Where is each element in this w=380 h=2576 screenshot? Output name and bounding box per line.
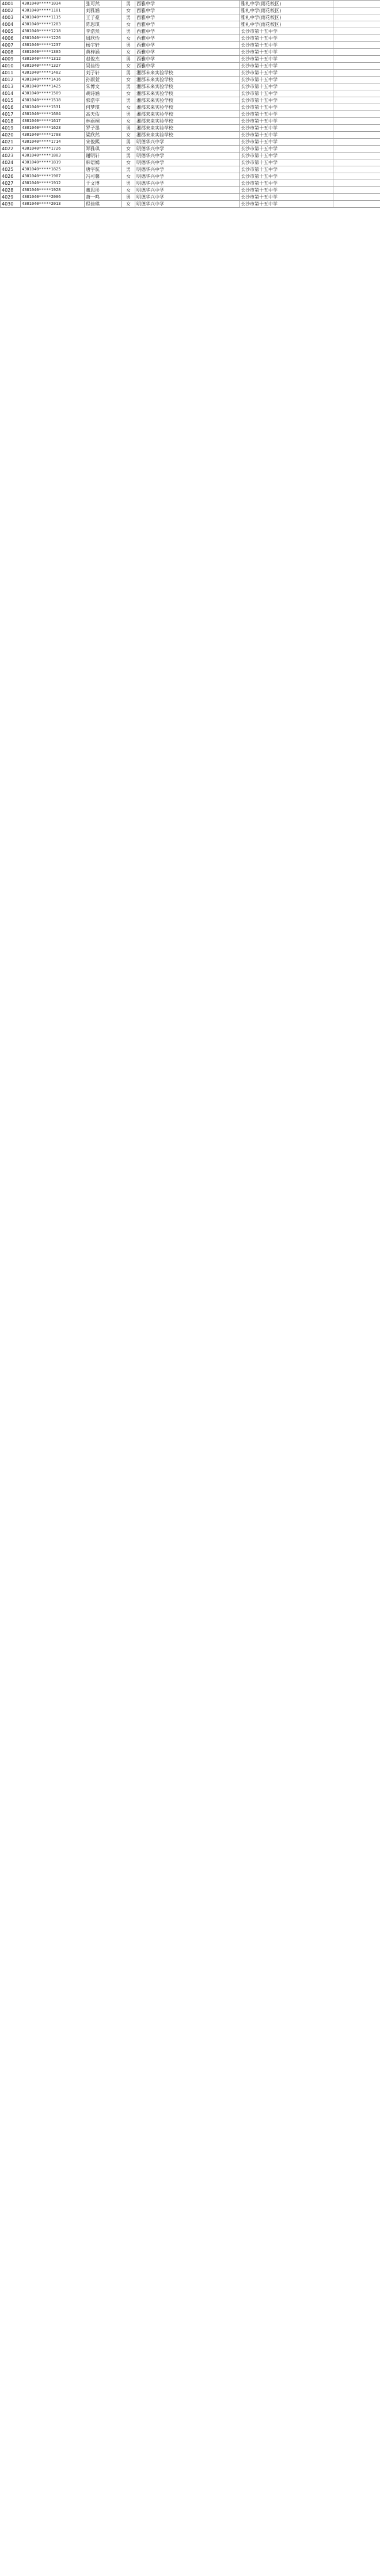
table-row [1, 97, 380, 104]
remark [333, 28, 380, 35]
student-sex: 男 [122, 153, 135, 159]
student-sex: 女 [122, 104, 135, 111]
exam-id: 4301040*****1305 [21, 49, 85, 56]
row-number: 4020 [1, 132, 21, 139]
exam-id: 4301040*****1226 [21, 35, 85, 42]
exam-id: 4301040*****1312 [21, 56, 85, 63]
remark [333, 7, 380, 14]
admitted-school: 长沙市第十五中学 [240, 173, 333, 180]
row-number: 4023 [1, 153, 21, 159]
exam-id: 4301040*****1819 [21, 159, 85, 166]
student-name: 赵俊杰 [85, 56, 122, 63]
student-name: 黄梓涵 [85, 49, 122, 56]
row-number: 4026 [1, 173, 21, 180]
exam-id: 4301040*****1928 [21, 187, 85, 194]
student-sex: 女 [122, 132, 135, 139]
exam-id: 4301040*****1425 [21, 83, 85, 90]
admitted-school: 长沙市第十五中学 [240, 132, 333, 139]
table-row [1, 125, 380, 132]
admitted-school: 雅礼中学(雨花校区) [240, 14, 333, 21]
student-name: 唐宇航 [85, 166, 122, 173]
student-name: 郭浩宇 [85, 97, 122, 104]
table-row [1, 83, 380, 90]
admitted-school: 长沙市第十五中学 [240, 56, 333, 63]
student-name: 刘雅涵 [85, 7, 122, 14]
row-number: 4002 [1, 7, 21, 14]
student-name: 程佳琪 [85, 201, 122, 208]
exam-id: 4301040*****1912 [21, 180, 85, 187]
remark [333, 187, 380, 194]
student-name: 董思彤 [85, 187, 122, 194]
table-row [1, 77, 380, 83]
exam-id: 4301040*****1218 [21, 28, 85, 35]
student-name: 杨宇轩 [85, 42, 122, 49]
graduation-school: 湘郡未来实验学校 [135, 118, 240, 125]
student-name: 萧一鸣 [85, 194, 122, 201]
graduation-school: 明德华兴中学 [135, 194, 240, 201]
table-row [1, 194, 380, 201]
student-name: 韩语嫣 [85, 159, 122, 166]
row-number: 4008 [1, 49, 21, 56]
graduation-school: 湘郡未来实验学校 [135, 104, 240, 111]
admitted-school: 长沙市第十五中学 [240, 104, 333, 111]
table-row [1, 159, 380, 166]
student-sex: 女 [122, 49, 135, 56]
admission-list-table [0, 0, 380, 208]
remark [333, 90, 380, 97]
table-row [1, 21, 380, 28]
student-sex: 男 [122, 70, 135, 77]
exam-id: 4301040*****1509 [21, 90, 85, 97]
row-number: 4005 [1, 28, 21, 35]
graduation-school: 湘郡未来实验学校 [135, 83, 240, 90]
exam-id: 4301040*****1402 [21, 70, 85, 77]
exam-id: 4301040*****1518 [21, 97, 85, 104]
student-name: 郑雅琪 [85, 146, 122, 153]
remark [333, 118, 380, 125]
graduation-school: 湘郡未来实验学校 [135, 90, 240, 97]
graduation-school: 明德华兴中学 [135, 146, 240, 153]
admitted-school: 长沙市第十五中学 [240, 111, 333, 118]
exam-id: 4301040*****1237 [21, 42, 85, 49]
exam-id: 4301040*****1803 [21, 153, 85, 159]
student-sex: 男 [122, 42, 135, 49]
graduation-school: 西雅中学 [135, 56, 240, 63]
student-name: 朱博文 [85, 83, 122, 90]
admitted-school: 长沙市第十五中学 [240, 28, 333, 35]
row-number: 4013 [1, 83, 21, 90]
student-sex: 男 [122, 28, 135, 35]
exam-id: 4301040*****1203 [21, 21, 85, 28]
student-sex: 女 [122, 173, 135, 180]
student-sex: 女 [122, 90, 135, 97]
admitted-school: 雅礼中学(雨花校区) [240, 21, 333, 28]
admitted-school: 长沙市第十五中学 [240, 166, 333, 173]
admission-list-body [1, 1, 380, 208]
graduation-school: 西雅中学 [135, 14, 240, 21]
admitted-school: 长沙市第十五中学 [240, 187, 333, 194]
graduation-school: 明德华兴中学 [135, 173, 240, 180]
admitted-school: 长沙市第十五中学 [240, 118, 333, 125]
student-sex: 男 [122, 180, 135, 187]
graduation-school: 西雅中学 [135, 42, 240, 49]
table-row [1, 42, 380, 49]
row-number: 4025 [1, 166, 21, 173]
remark [333, 49, 380, 56]
graduation-school: 西雅中学 [135, 35, 240, 42]
row-number: 4014 [1, 90, 21, 97]
exam-id: 4301040*****1327 [21, 63, 85, 70]
admitted-school: 雅礼中学(雨花校区) [240, 7, 333, 14]
exam-id: 4301040*****1101 [21, 7, 85, 14]
table-row [1, 56, 380, 63]
graduation-school: 湘郡未来实验学校 [135, 111, 240, 118]
graduation-school: 明德华兴中学 [135, 187, 240, 194]
graduation-school: 湘郡未来实验学校 [135, 97, 240, 104]
student-name: 李浩然 [85, 28, 122, 35]
remark [333, 56, 380, 63]
table-row [1, 63, 380, 70]
remark [333, 153, 380, 159]
exam-id: 4301040*****2013 [21, 201, 85, 208]
student-sex: 男 [122, 14, 135, 21]
exam-id: 4301040*****1708 [21, 132, 85, 139]
table-row [1, 118, 380, 125]
table-row [1, 111, 380, 118]
student-sex: 男 [122, 1, 135, 7]
exam-id: 4301040*****1907 [21, 173, 85, 180]
student-name: 王子豪 [85, 14, 122, 21]
row-number: 4003 [1, 14, 21, 21]
student-name: 林雨桐 [85, 118, 122, 125]
graduation-school: 湘郡未来实验学校 [135, 77, 240, 83]
admitted-school: 长沙市第十五中学 [240, 180, 333, 187]
admitted-school: 长沙市第十五中学 [240, 159, 333, 166]
student-sex: 女 [122, 159, 135, 166]
student-sex: 女 [122, 187, 135, 194]
graduation-school: 明德华兴中学 [135, 201, 240, 208]
remark [333, 166, 380, 173]
exam-id: 4301040*****1604 [21, 111, 85, 118]
student-sex: 女 [122, 63, 135, 70]
row-number: 4017 [1, 111, 21, 118]
remark [333, 70, 380, 77]
student-sex: 男 [122, 166, 135, 173]
admitted-school: 长沙市第十五中学 [240, 63, 333, 70]
table-row [1, 187, 380, 194]
student-name: 冯可馨 [85, 173, 122, 180]
exam-id: 4301040*****1416 [21, 77, 85, 83]
remark [333, 77, 380, 83]
row-number: 4027 [1, 180, 21, 187]
remark [333, 139, 380, 146]
student-sex: 女 [122, 21, 135, 28]
row-number: 4010 [1, 63, 21, 70]
student-name: 周欣怡 [85, 35, 122, 42]
student-name: 谢明轩 [85, 153, 122, 159]
student-sex: 男 [122, 97, 135, 104]
remark [333, 63, 380, 70]
student-sex: 男 [122, 194, 135, 201]
remark [333, 180, 380, 187]
row-number: 4028 [1, 187, 21, 194]
graduation-school: 西雅中学 [135, 1, 240, 7]
student-sex: 男 [122, 139, 135, 146]
remark [333, 14, 380, 21]
admitted-school: 长沙市第十五中学 [240, 125, 333, 132]
admitted-school: 长沙市第十五中学 [240, 83, 333, 90]
exam-id: 4301040*****1034 [21, 1, 85, 7]
admitted-school: 长沙市第十五中学 [240, 90, 333, 97]
remark [333, 21, 380, 28]
graduation-school: 明德华兴中学 [135, 166, 240, 173]
remark [333, 125, 380, 132]
row-number: 4021 [1, 139, 21, 146]
row-number: 4004 [1, 21, 21, 28]
student-sex: 女 [122, 146, 135, 153]
table-row [1, 7, 380, 14]
exam-id: 4301040*****1531 [21, 104, 85, 111]
student-name: 高天佑 [85, 111, 122, 118]
row-number: 4029 [1, 194, 21, 201]
table-row [1, 104, 380, 111]
remark [333, 201, 380, 208]
student-name: 宋俊熙 [85, 139, 122, 146]
student-name: 吴佳怡 [85, 63, 122, 70]
table-row [1, 90, 380, 97]
exam-id: 4301040*****1623 [21, 125, 85, 132]
admitted-school: 长沙市第十五中学 [240, 35, 333, 42]
row-number: 4030 [1, 201, 21, 208]
row-number: 4001 [1, 1, 21, 7]
graduation-school: 明德华兴中学 [135, 153, 240, 159]
remark [333, 97, 380, 104]
exam-id: 4301040*****1726 [21, 146, 85, 153]
exam-id: 4301040*****1825 [21, 166, 85, 173]
row-number: 4022 [1, 146, 21, 153]
row-number: 4009 [1, 56, 21, 63]
student-name: 陈思琪 [85, 21, 122, 28]
admitted-school: 雅礼中学(雨花校区) [240, 1, 333, 7]
table-row [1, 180, 380, 187]
remark [333, 104, 380, 111]
graduation-school: 明德华兴中学 [135, 159, 240, 166]
row-number: 4018 [1, 118, 21, 125]
table-row [1, 28, 380, 35]
row-number: 4012 [1, 77, 21, 83]
remark [333, 35, 380, 42]
remark [333, 1, 380, 7]
student-name: 罗子墨 [85, 125, 122, 132]
admitted-school: 长沙市第十五中学 [240, 97, 333, 104]
graduation-school: 西雅中学 [135, 63, 240, 70]
admitted-school: 长沙市第十五中学 [240, 49, 333, 56]
student-sex: 女 [122, 118, 135, 125]
graduation-school: 西雅中学 [135, 28, 240, 35]
row-number: 4011 [1, 70, 21, 77]
student-sex: 女 [122, 7, 135, 14]
row-number: 4007 [1, 42, 21, 49]
remark [333, 146, 380, 153]
admitted-school: 长沙市第十五中学 [240, 42, 333, 49]
row-number: 4015 [1, 97, 21, 104]
table-row [1, 35, 380, 42]
table-row [1, 14, 380, 21]
student-name: 于文博 [85, 180, 122, 187]
student-sex: 女 [122, 77, 135, 83]
table-row [1, 166, 380, 173]
exam-id: 4301040*****2006 [21, 194, 85, 201]
admitted-school: 长沙市第十五中学 [240, 201, 333, 208]
graduation-school: 西雅中学 [135, 49, 240, 56]
remark [333, 42, 380, 49]
table-row [1, 139, 380, 146]
student-name: 张可然 [85, 1, 122, 7]
exam-id: 4301040*****1714 [21, 139, 85, 146]
admitted-school: 长沙市第十五中学 [240, 194, 333, 201]
table-row [1, 1, 380, 7]
row-number: 4006 [1, 35, 21, 42]
student-sex: 女 [122, 35, 135, 42]
student-name: 胡诗涵 [85, 90, 122, 97]
remark [333, 132, 380, 139]
row-number: 4019 [1, 125, 21, 132]
admitted-school: 长沙市第十五中学 [240, 70, 333, 77]
table-row [1, 173, 380, 180]
table-row [1, 70, 380, 77]
table-row [1, 153, 380, 159]
table-row [1, 201, 380, 208]
student-sex: 男 [122, 125, 135, 132]
exam-id: 4301040*****1617 [21, 118, 85, 125]
graduation-school: 西雅中学 [135, 7, 240, 14]
row-number: 4016 [1, 104, 21, 111]
admitted-school: 长沙市第十五中学 [240, 77, 333, 83]
student-name: 孙雨萱 [85, 77, 122, 83]
remark [333, 111, 380, 118]
graduation-school: 湘郡未来实验学校 [135, 132, 240, 139]
student-sex: 男 [122, 83, 135, 90]
row-number: 4024 [1, 159, 21, 166]
graduation-school: 湘郡未来实验学校 [135, 125, 240, 132]
student-sex: 男 [122, 111, 135, 118]
graduation-school: 明德华兴中学 [135, 139, 240, 146]
admitted-school: 长沙市第十五中学 [240, 139, 333, 146]
remark [333, 173, 380, 180]
remark [333, 159, 380, 166]
student-sex: 女 [122, 201, 135, 208]
table-row [1, 132, 380, 139]
graduation-school: 湘郡未来实验学校 [135, 70, 240, 77]
admitted-school: 长沙市第十五中学 [240, 146, 333, 153]
student-name: 刘子轩 [85, 70, 122, 77]
graduation-school: 西雅中学 [135, 21, 240, 28]
admitted-school: 长沙市第十五中学 [240, 153, 333, 159]
table-row [1, 49, 380, 56]
graduation-school: 明德华兴中学 [135, 180, 240, 187]
exam-id: 4301040*****1115 [21, 14, 85, 21]
table-row [1, 146, 380, 153]
remark [333, 83, 380, 90]
student-name: 梁欣然 [85, 132, 122, 139]
remark [333, 194, 380, 201]
student-sex: 男 [122, 56, 135, 63]
student-name: 何梦琪 [85, 104, 122, 111]
